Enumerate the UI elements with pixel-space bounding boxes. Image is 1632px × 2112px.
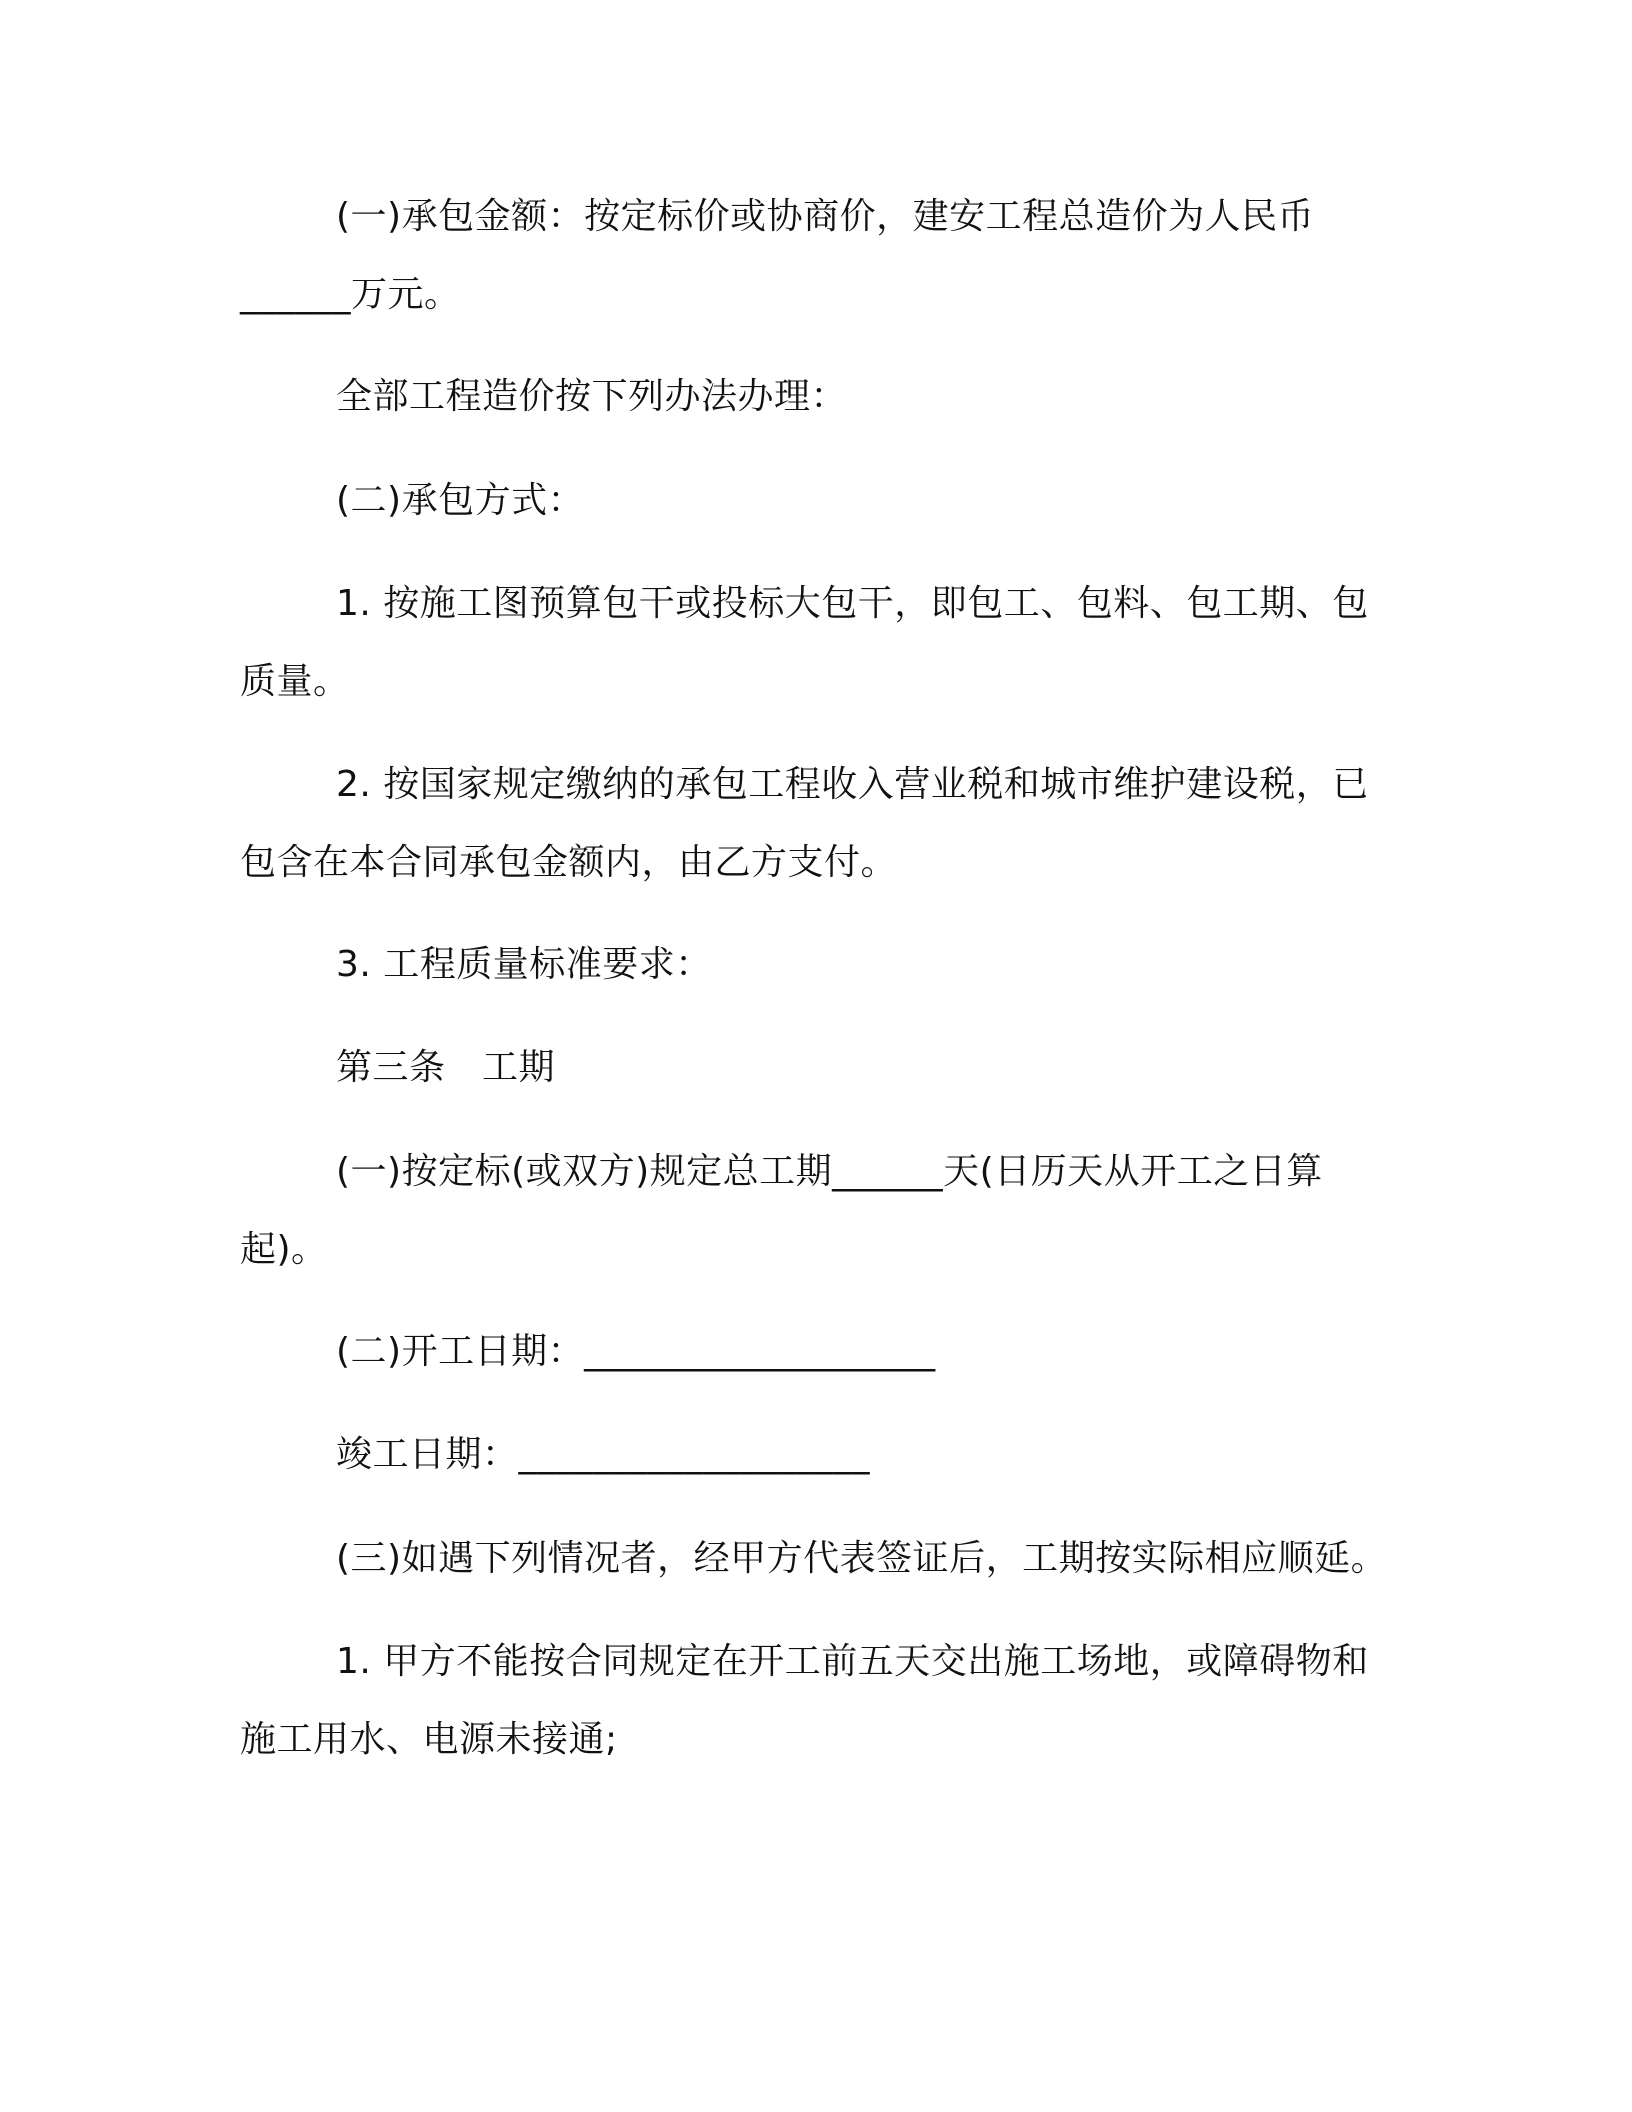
paragraph-condition-1: 1. 甲方不能按合同规定在开工前五天交出施工场地，或障碍物和施工用水、电源未接通; xyxy=(240,1641,1369,1760)
paragraph-extension-conditions: (三)如遇下列情况者，经甲方代表签证后，工期按实际相应顺延。 xyxy=(336,1538,1388,1579)
paragraph-cost-method: 全部工程造价按下列办法办理： xyxy=(336,376,848,417)
paragraph-contract-amount: (一)承包金额：按定标价或协商价，建安工程总造价为人民币______万元。 xyxy=(240,196,1315,315)
paragraph-total-duration: (一)按定标(或双方)规定总工期______天(日历天从开工之日算起)。 xyxy=(240,1151,1323,1270)
paragraph-contract-method: (二)承包方式： xyxy=(336,480,585,521)
paragraph-start-date: (二)开工日期：___________________ xyxy=(336,1331,936,1372)
section-heading-article-3: 第三条 工期 xyxy=(336,1047,556,1088)
paragraph-item-1: 1. 按施工图预算包干或投标大包干，即包工、包料、包工期、包质量。 xyxy=(240,583,1369,702)
paragraph-item-2: 2. 按国家规定缴纳的承包工程收入营业税和城市维护建设税，已包含在本合同承包金额内，由乙方支付。 xyxy=(240,764,1369,883)
paragraph-item-3: 3. 工程质量标准要求： xyxy=(336,944,712,985)
paragraph-completion-date: 竣工日期：___________________ xyxy=(336,1434,871,1475)
